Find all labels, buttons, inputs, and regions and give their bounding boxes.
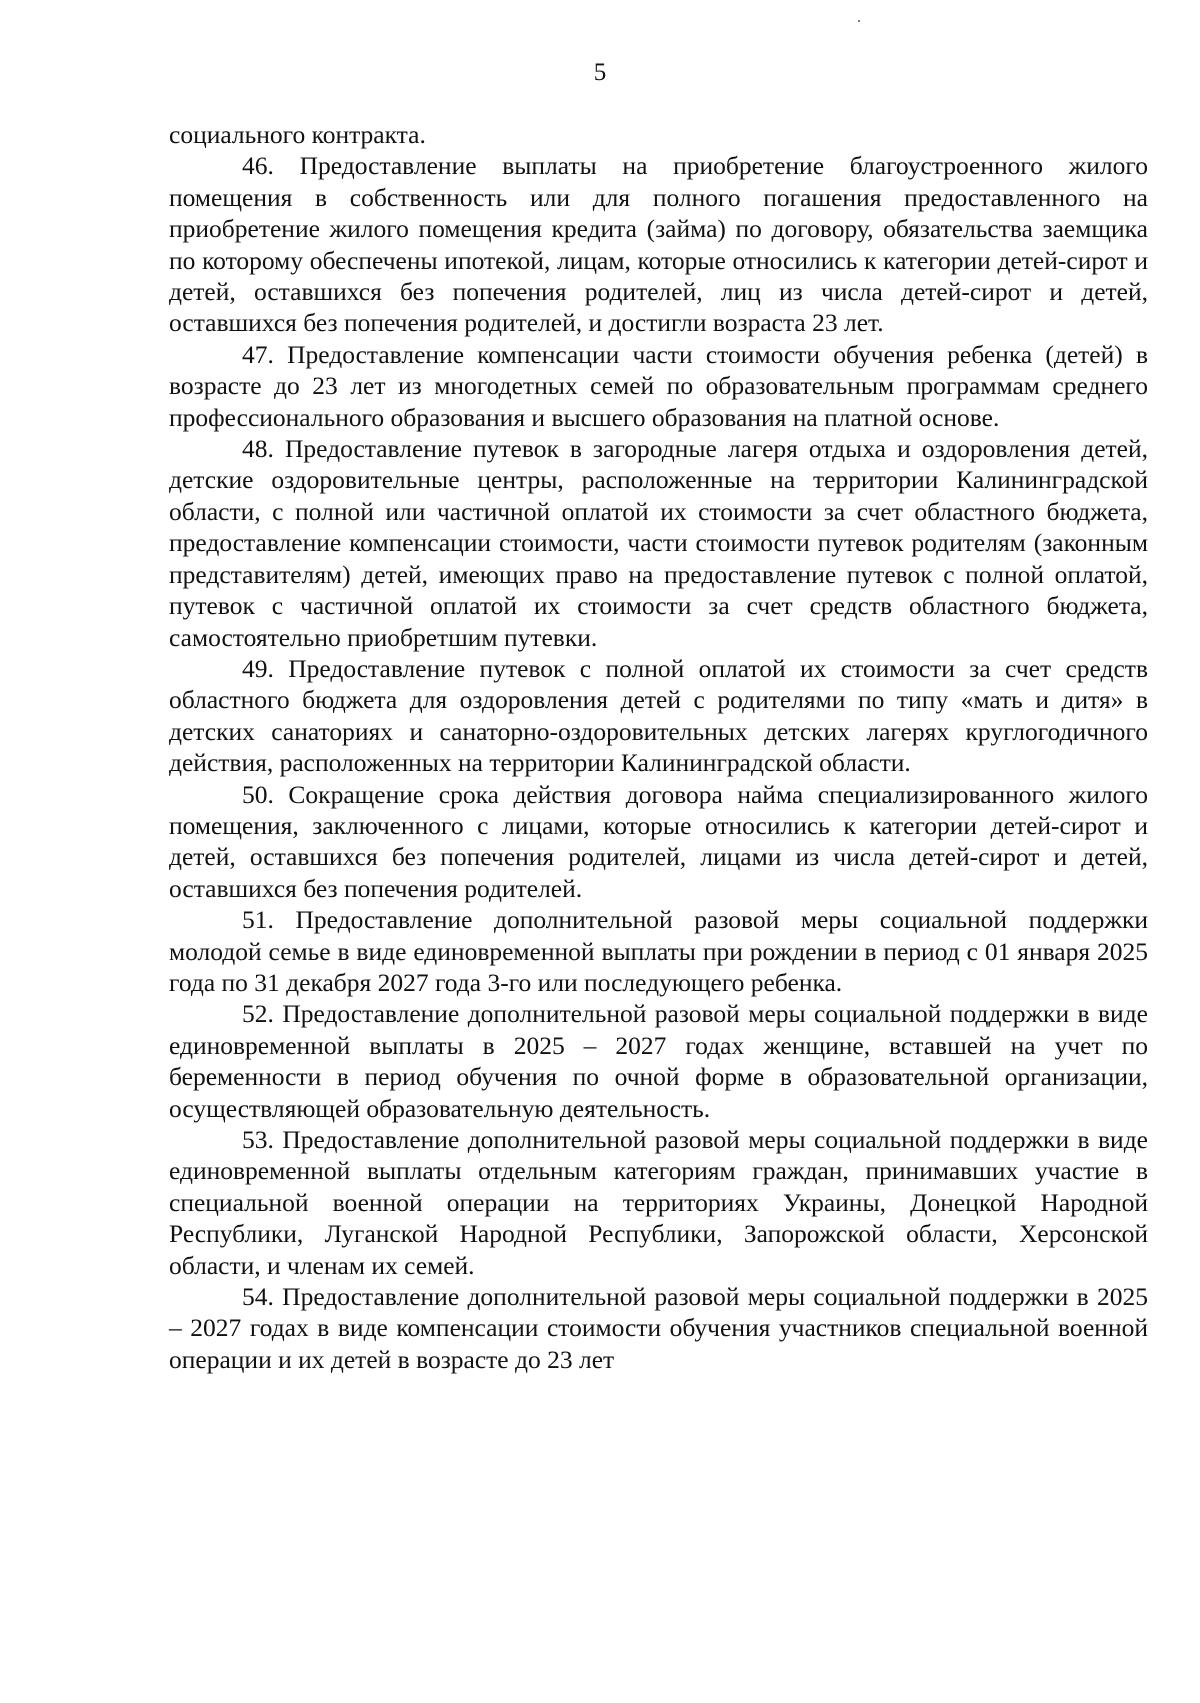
paragraph-item-54: 54. Предоставление дополнительной разовой меры социальной поддержки в 2025 – 2027 годах в виде компенсации стоимости обучения участников специальной военной операции и их детей в возрасте до 23 лет xyxy=(169,1282,1148,1374)
document-body xyxy=(169,119,1148,1375)
paragraph-item-50: 50. Сокращение срока действия договора найма специализированного жилого помещения, заключенного с лицами, которые относились к категории детей-сирот и детей, оставшихся без попечения родителей, лицами из числа детей-сирот и детей, оставшихся без попечения родителей. xyxy=(169,779,1148,903)
paragraph-item-48: 48. Предоставление путевок в загородные лагеря отдыха и оздоровления детей, детские оздоровительные центры, расположенные на территории Калининградской области, с полной или частичной оплатой их стоимости за счет областного бюджета, предоставление компенсации стоимости, части стоимости путевок родителям (законным представителям) детей, имеющих право на предоставление путевок с полной оплатой, путевок с частичной оплатой их стоимости за счет средств областного бюджета, самостоятельно приобретшим путевки. xyxy=(169,434,1148,652)
page-number: 5 xyxy=(593,59,607,86)
scan-speck xyxy=(858,20,860,22)
paragraph-item-51: 51. Предоставление дополнительной разовой меры социальной поддержки молодой семье в виде единовременной выплаты при рождении в период с 01 января 2025 года по 31 декабря 2027 года 3-го или последующего ребенка. xyxy=(169,905,1148,997)
paragraph-item-53: 53. Предоставление дополнительной разовой меры социальной поддержки в виде единовременной выплаты отдельным категориям граждан, принимавших участие в специальной военной операции на территориях Украины, Донецкой Народной Республики, Луганской Народной Республики, Запорожской области, Херсонской области, и членам их семей. xyxy=(169,1125,1148,1280)
paragraph-item-52: 52. Предоставление дополнительной разовой меры социальной поддержки в виде единовременной выплаты в 2025 – 2027 годах женщине, вставшей на учет по беременности в период обучения по очной форме в образовательной организации, осуществляющей образовательную деятельность. xyxy=(169,999,1148,1123)
paragraph-item-47: 47. Предоставление компенсации части стоимости обучения ребенка (детей) в возрасте до 23 лет из многодетных семей по образовательным программам среднего профессионального образования и высшего образования на платной основе. xyxy=(169,339,1148,432)
paragraph-item-46: 46. Предоставление выплаты на приобретение благоустроенного жилого помещения в собственность или для полного погашения предоставленного на приобретение жилого помещения кредита (займа) по договору, обязательства заемщика по которому обеспечены ипотекой, лицам, которые относились к категории детей-сирот и детей, оставшихся без попечения родителей, лиц из числа детей-сирот и детей, оставшихся без попечения родителей, и достигли возраста 23 лет. xyxy=(169,151,1148,338)
continuation-paragraph: социального контракта. xyxy=(169,120,426,149)
paragraph-item-49: 49. Предоставление путевок с полной оплатой их стоимости за счет средств областного бюджета для оздоровления детей с родителями по типу «мать и дитя» в детских санаториях и санаторно-оздоровительных детских лагерях круглогодичного действия, расположенных на территории Калининградской области. xyxy=(169,653,1148,778)
